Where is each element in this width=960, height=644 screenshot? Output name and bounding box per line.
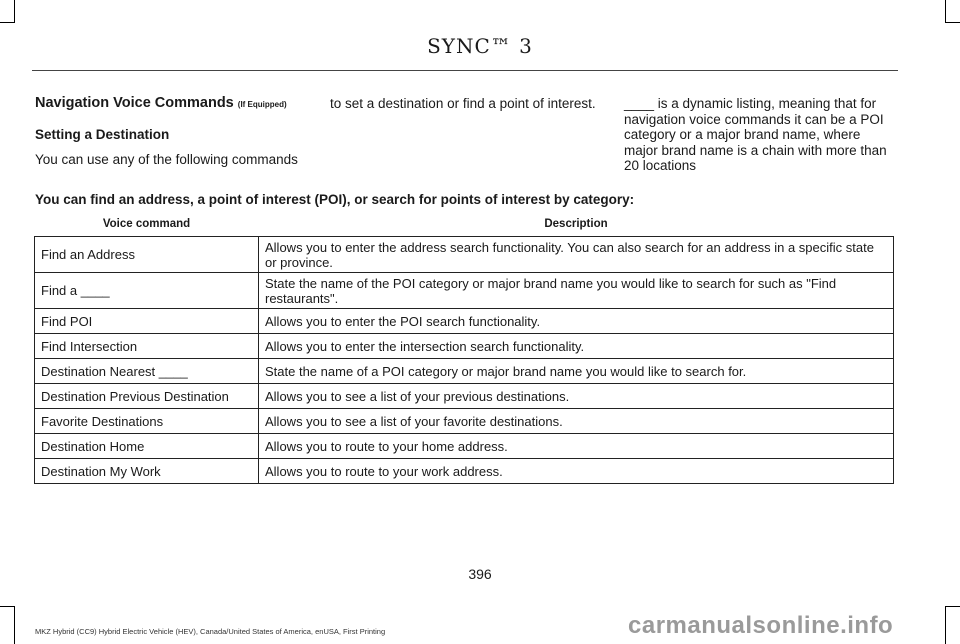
- description-cell: Allows you to enter the POI search functionality.: [259, 309, 894, 334]
- table-row: [35, 237, 894, 273]
- column-2: [330, 96, 605, 112]
- watermark: carmanualsonline.info: [628, 612, 894, 639]
- intro-text-part-2: to set a destination or find a point of interest.: [330, 96, 596, 111]
- column-3: [624, 96, 894, 174]
- table-row: [35, 273, 894, 309]
- command-cell: Find Intersection: [35, 334, 259, 359]
- voice-commands-table: [34, 212, 894, 484]
- description-cell: Allows you to see a list of your favorite destinations.: [259, 409, 894, 434]
- table-row: [35, 459, 894, 484]
- description-cell: Allows you to enter the address search functionality. You can also search for an address in a specific state or province.: [259, 237, 894, 273]
- description-cell: Allows you to see a list of your previous destinations.: [259, 384, 894, 409]
- table-header-row: [35, 212, 894, 237]
- running-head: SYNC™ 3: [427, 34, 533, 58]
- table-lead-text: You can find an address, a point of interest (POI), or search for points of interest by category:: [35, 192, 635, 207]
- intro-text-part-1: You can use any of the following commands: [35, 152, 298, 167]
- command-cell: Find an Address: [35, 237, 259, 273]
- table-row: [35, 434, 894, 459]
- footer-text: MKZ Hybrid (CC9) Hybrid Electric Vehicle (HEV), Canada/United States of America, enUSA, First Printing: [35, 627, 386, 636]
- table-row: [35, 359, 894, 384]
- command-cell: Destination Previous Destination: [35, 384, 259, 409]
- dynamic-listing-note: ____ is a dynamic listing, meaning that for navigation voice commands it can be a POI category or a major brand name, where major brand name is a chain with more than 20 locations: [624, 96, 887, 173]
- section-title-note: (If Equipped): [237, 100, 287, 109]
- description-cell: Allows you to enter the intersection search functionality.: [259, 334, 894, 359]
- description-cell: State the name of a POI category or major brand name you would like to search for.: [259, 359, 894, 384]
- crop-mark-bottom-right: [945, 606, 960, 644]
- section-title-text: Navigation Voice Commands: [35, 95, 234, 111]
- command-cell: Find a ____: [35, 273, 259, 309]
- table-row: [35, 309, 894, 334]
- description-cell: Allows you to route to your home address.: [259, 434, 894, 459]
- section-title: [35, 96, 310, 113]
- table-row: [35, 384, 894, 409]
- page-number: 396: [468, 566, 492, 582]
- header-rule: [32, 70, 898, 71]
- column-header-command: Voice command: [35, 212, 259, 237]
- table-row: [35, 334, 894, 359]
- description-cell: State the name of the POI category or major brand name you would like to search for such as "Find restaurants".: [259, 273, 894, 309]
- command-cell: Destination My Work: [35, 459, 259, 484]
- crop-mark-top-left: [0, 0, 15, 23]
- subheading: Setting a Destination: [35, 126, 170, 142]
- column-1: [35, 96, 310, 168]
- crop-mark-bottom-left: [0, 606, 15, 644]
- description-cell: Allows you to route to your work address.: [259, 459, 894, 484]
- command-cell: Find POI: [35, 309, 259, 334]
- command-cell: Destination Nearest ____: [35, 359, 259, 384]
- command-cell: Destination Home: [35, 434, 259, 459]
- column-header-description: Description: [259, 212, 894, 237]
- crop-mark-top-right: [945, 0, 960, 23]
- command-cell: Favorite Destinations: [35, 409, 259, 434]
- table-row: [35, 409, 894, 434]
